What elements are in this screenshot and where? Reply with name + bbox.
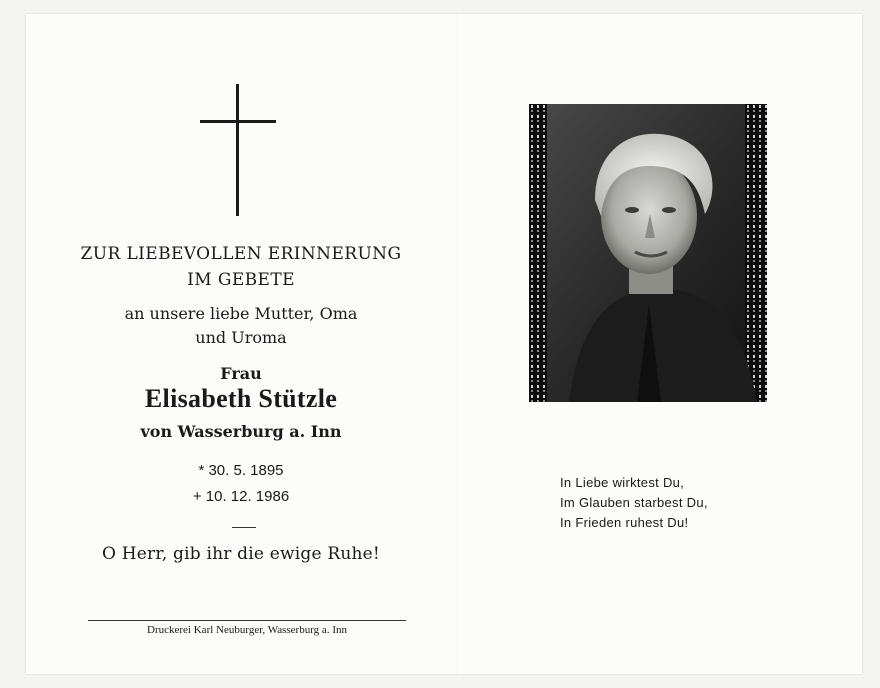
deceased-name: Elisabeth Stützle <box>144 384 338 413</box>
memorial-card <box>26 14 862 674</box>
prayer-line: O Herr, gib ihr die ewige Ruhe! <box>102 544 380 564</box>
death-date: + 10. 12. 1986 <box>192 488 290 505</box>
heading-line-1: ZUR LIEBEVOLLEN ERINNERUNG <box>80 244 402 264</box>
verse-line-2: Im Glauben starbest Du, <box>560 495 708 510</box>
verse-line-1: In Liebe wirktest Du, <box>560 475 685 490</box>
birth-date: * 30. 5. 1895 <box>198 462 284 479</box>
printer-credit: Druckerei Karl Neuburger, Wasserburg a. Inn <box>147 624 347 636</box>
dedication-line-1: an unsere liebe Mutter, Oma <box>124 304 358 323</box>
dedication-line-2: und Uroma <box>195 328 287 347</box>
footer-rule <box>88 620 406 621</box>
card-fold <box>456 14 457 674</box>
separator-dash <box>232 527 256 528</box>
cross-icon <box>200 84 276 216</box>
heading-line-2: IM GEBETE <box>187 270 295 290</box>
origin-line: von Wasserburg a. Inn <box>140 422 342 441</box>
portrait-photo <box>529 104 767 402</box>
verse-line-3: In Frieden ruhest Du! <box>560 515 689 530</box>
title-frau: Frau <box>220 364 262 383</box>
